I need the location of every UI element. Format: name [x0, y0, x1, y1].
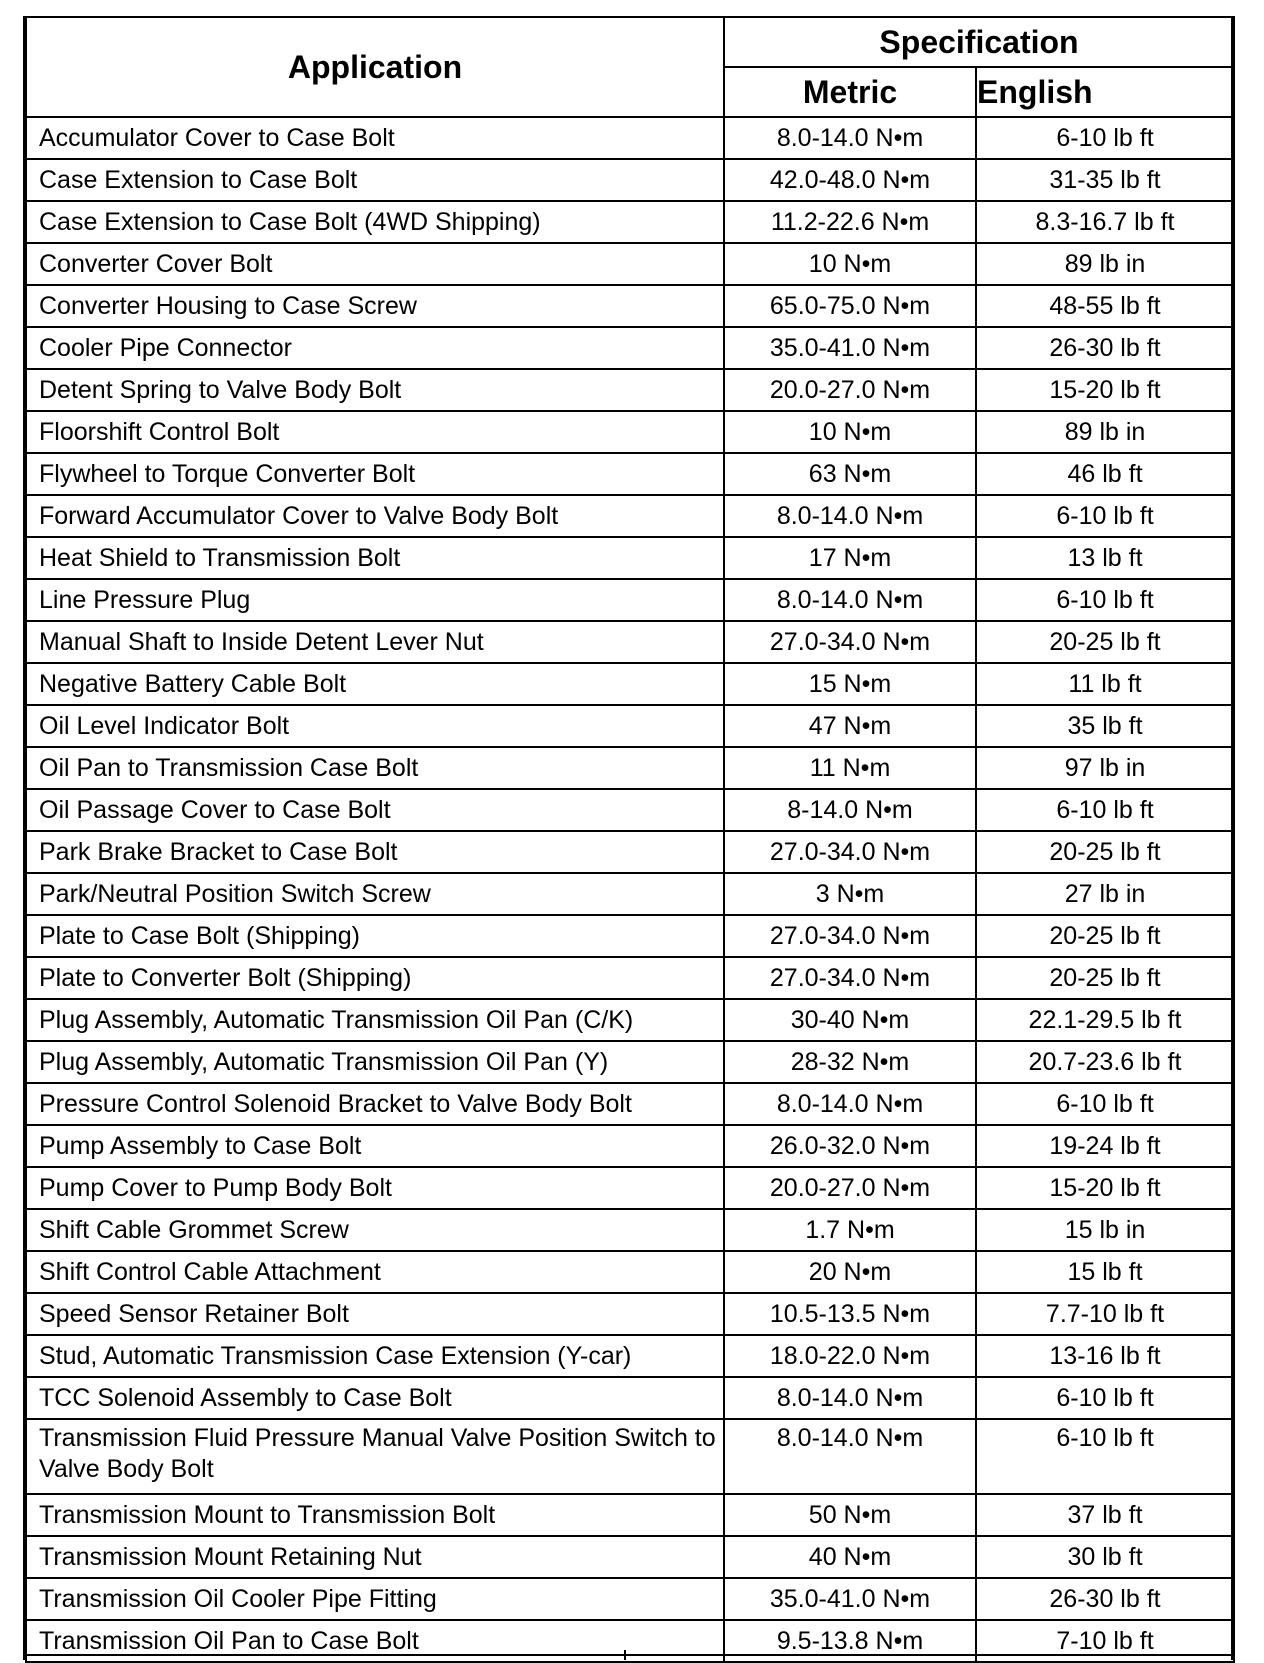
metric-cell: 8-14.0 N•m [724, 789, 976, 831]
application-cell: Pump Cover to Pump Body Bolt [26, 1167, 724, 1209]
metric-cell: 9.5-13.8 N•m [724, 1620, 976, 1662]
table-row [26, 1377, 1234, 1419]
metric-cell: 42.0-48.0 N•m [724, 159, 976, 201]
table-row [26, 789, 1234, 831]
english-cell: 7-10 lb ft [976, 1620, 1234, 1662]
metric-cell: 10 N•m [724, 411, 976, 453]
english-cell: 46 lb ft [976, 453, 1234, 495]
table-row [26, 453, 1234, 495]
metric-cell: 8.0-14.0 N•m [724, 1083, 976, 1125]
table-row [26, 117, 1234, 159]
application-cell: Pressure Control Solenoid Bracket to Valve Body Bolt [26, 1083, 724, 1125]
table-row [26, 285, 1234, 327]
application-cell: Transmission Fluid Pressure Manual Valve Position Switch to Valve Body Bolt [26, 1419, 724, 1494]
english-cell: 26-30 lb ft [976, 1578, 1234, 1620]
application-cell: Park Brake Bracket to Case Bolt [26, 831, 724, 873]
application-cell: Converter Housing to Case Screw [26, 285, 724, 327]
application-cell: Floorshift Control Bolt [26, 411, 724, 453]
table-row [26, 1419, 1234, 1494]
page-cut-rule [25, 1654, 1233, 1656]
application-cell: Heat Shield to Transmission Bolt [26, 537, 724, 579]
english-cell: 89 lb in [976, 411, 1234, 453]
application-cell: Shift Control Cable Attachment [26, 1251, 724, 1293]
torque-specification-table [25, 16, 1235, 1663]
metric-cell: 1.7 N•m [724, 1209, 976, 1251]
metric-cell: 27.0-34.0 N•m [724, 915, 976, 957]
english-cell: 13 lb ft [976, 537, 1234, 579]
metric-cell: 11 N•m [724, 747, 976, 789]
table-row [26, 1167, 1234, 1209]
english-cell: 6-10 lb ft [976, 1083, 1234, 1125]
application-cell: TCC Solenoid Assembly to Case Bolt [26, 1377, 724, 1419]
application-cell: Plug Assembly, Automatic Transmission Oil Pan (C/K) [26, 999, 724, 1041]
metric-cell: 35.0-41.0 N•m [724, 327, 976, 369]
table-row [26, 621, 1234, 663]
english-cell: 13-16 lb ft [976, 1335, 1234, 1377]
metric-cell: 35.0-41.0 N•m [724, 1578, 976, 1620]
english-cell: 26-30 lb ft [976, 327, 1234, 369]
table-row [26, 747, 1234, 789]
header-english: English [976, 67, 1234, 117]
application-cell: Transmission Mount to Transmission Bolt [26, 1494, 724, 1536]
table-body [26, 117, 1234, 1662]
application-cell: Flywheel to Torque Converter Bolt [26, 453, 724, 495]
metric-cell: 30-40 N•m [724, 999, 976, 1041]
application-cell: Case Extension to Case Bolt [26, 159, 724, 201]
english-cell: 20-25 lb ft [976, 831, 1234, 873]
header-application: Application [26, 17, 724, 117]
metric-cell: 3 N•m [724, 873, 976, 915]
application-cell: Transmission Oil Pan to Case Bolt [26, 1620, 724, 1662]
table-row [26, 159, 1234, 201]
metric-cell: 50 N•m [724, 1494, 976, 1536]
english-cell: 20.7-23.6 lb ft [976, 1041, 1234, 1083]
table-row [26, 411, 1234, 453]
application-cell: Negative Battery Cable Bolt [26, 663, 724, 705]
table-row [26, 999, 1234, 1041]
application-cell: Case Extension to Case Bolt (4WD Shipping) [26, 201, 724, 243]
application-cell: Oil Pan to Transmission Case Bolt [26, 747, 724, 789]
english-cell: 6-10 lb ft [976, 579, 1234, 621]
english-cell: 35 lb ft [976, 705, 1234, 747]
metric-cell: 27.0-34.0 N•m [724, 957, 976, 999]
center-tick [624, 1650, 626, 1660]
metric-cell: 10 N•m [724, 243, 976, 285]
application-cell: Accumulator Cover to Case Bolt [26, 117, 724, 159]
application-cell: Speed Sensor Retainer Bolt [26, 1293, 724, 1335]
english-cell: 15-20 lb ft [976, 1167, 1234, 1209]
table-row [26, 1494, 1234, 1536]
metric-cell: 20.0-27.0 N•m [724, 1167, 976, 1209]
table-row [26, 1209, 1234, 1251]
english-cell: 15 lb ft [976, 1251, 1234, 1293]
metric-cell: 26.0-32.0 N•m [724, 1125, 976, 1167]
table-row [26, 705, 1234, 747]
english-cell: 6-10 lb ft [976, 495, 1234, 537]
application-cell: Cooler Pipe Connector [26, 327, 724, 369]
english-cell: 30 lb ft [976, 1536, 1234, 1578]
table-row [26, 369, 1234, 411]
english-cell: 48-55 lb ft [976, 285, 1234, 327]
table-row [26, 243, 1234, 285]
english-cell: 6-10 lb ft [976, 789, 1234, 831]
table-row [26, 1041, 1234, 1083]
application-cell: Transmission Oil Cooler Pipe Fitting [26, 1578, 724, 1620]
application-cell: Detent Spring to Valve Body Bolt [26, 369, 724, 411]
english-cell: 97 lb in [976, 747, 1234, 789]
metric-cell: 8.0-14.0 N•m [724, 579, 976, 621]
application-cell: Park/Neutral Position Switch Screw [26, 873, 724, 915]
english-cell: 8.3-16.7 lb ft [976, 201, 1234, 243]
metric-cell: 27.0-34.0 N•m [724, 621, 976, 663]
application-cell: Manual Shaft to Inside Detent Lever Nut [26, 621, 724, 663]
application-cell: Pump Assembly to Case Bolt [26, 1125, 724, 1167]
application-cell: Forward Accumulator Cover to Valve Body Bolt [26, 495, 724, 537]
table-row [26, 873, 1234, 915]
english-cell: 20-25 lb ft [976, 957, 1234, 999]
metric-cell: 8.0-14.0 N•m [724, 117, 976, 159]
table-row [26, 495, 1234, 537]
application-cell: Plug Assembly, Automatic Transmission Oil Pan (Y) [26, 1041, 724, 1083]
english-cell: 89 lb in [976, 243, 1234, 285]
table-row [26, 327, 1234, 369]
table-row [26, 831, 1234, 873]
table-row [26, 537, 1234, 579]
english-cell: 37 lb ft [976, 1494, 1234, 1536]
left-tick [23, 1650, 25, 1660]
metric-cell: 18.0-22.0 N•m [724, 1335, 976, 1377]
table-left-border [23, 16, 25, 1660]
metric-cell: 17 N•m [724, 537, 976, 579]
english-cell: 11 lb ft [976, 663, 1234, 705]
application-cell: Converter Cover Bolt [26, 243, 724, 285]
table-row [26, 1251, 1234, 1293]
english-cell: 20-25 lb ft [976, 621, 1234, 663]
english-cell: 7.7-10 lb ft [976, 1293, 1234, 1335]
table-row [26, 1293, 1234, 1335]
table-right-border [1231, 16, 1234, 1660]
right-tick [1231, 1650, 1233, 1660]
metric-cell: 65.0-75.0 N•m [724, 285, 976, 327]
metric-cell: 15 N•m [724, 663, 976, 705]
application-cell: Stud, Automatic Transmission Case Extension (Y-car) [26, 1335, 724, 1377]
table-row [26, 915, 1234, 957]
application-cell: Plate to Case Bolt (Shipping) [26, 915, 724, 957]
metric-cell: 63 N•m [724, 453, 976, 495]
english-cell: 6-10 lb ft [976, 1419, 1234, 1494]
metric-cell: 20 N•m [724, 1251, 976, 1293]
application-cell: Oil Level Indicator Bolt [26, 705, 724, 747]
metric-cell: 8.0-14.0 N•m [724, 495, 976, 537]
metric-cell: 40 N•m [724, 1536, 976, 1578]
metric-cell: 8.0-14.0 N•m [724, 1377, 976, 1419]
english-cell: 31-35 lb ft [976, 159, 1234, 201]
english-cell: 15-20 lb ft [976, 369, 1234, 411]
english-cell: 27 lb in [976, 873, 1234, 915]
english-cell: 22.1-29.5 lb ft [976, 999, 1234, 1041]
table-row [26, 1335, 1234, 1377]
english-cell: 15 lb in [976, 1209, 1234, 1251]
application-cell: Shift Cable Grommet Screw [26, 1209, 724, 1251]
english-cell: 20-25 lb ft [976, 915, 1234, 957]
metric-cell: 20.0-27.0 N•m [724, 369, 976, 411]
header-metric: Metric [724, 67, 976, 117]
application-cell: Plate to Converter Bolt (Shipping) [26, 957, 724, 999]
table-row [26, 1083, 1234, 1125]
table-row [26, 957, 1234, 999]
table-row [26, 663, 1234, 705]
application-cell: Transmission Mount Retaining Nut [26, 1536, 724, 1578]
application-cell: Line Pressure Plug [26, 579, 724, 621]
metric-cell: 47 N•m [724, 705, 976, 747]
metric-cell: 10.5-13.5 N•m [724, 1293, 976, 1335]
header-specification: Specification [724, 17, 1234, 67]
metric-cell: 11.2-22.6 N•m [724, 201, 976, 243]
english-cell: 6-10 lb ft [976, 1377, 1234, 1419]
english-cell: 19-24 lb ft [976, 1125, 1234, 1167]
metric-cell: 28-32 N•m [724, 1041, 976, 1083]
metric-cell: 27.0-34.0 N•m [724, 831, 976, 873]
table-row [26, 579, 1234, 621]
table-row [26, 201, 1234, 243]
table-row [26, 1125, 1234, 1167]
application-cell: Oil Passage Cover to Case Bolt [26, 789, 724, 831]
table-row [26, 1536, 1234, 1578]
table-row [26, 1578, 1234, 1620]
metric-cell: 8.0-14.0 N•m [724, 1419, 976, 1494]
table-header [26, 17, 1234, 117]
english-cell: 6-10 lb ft [976, 117, 1234, 159]
